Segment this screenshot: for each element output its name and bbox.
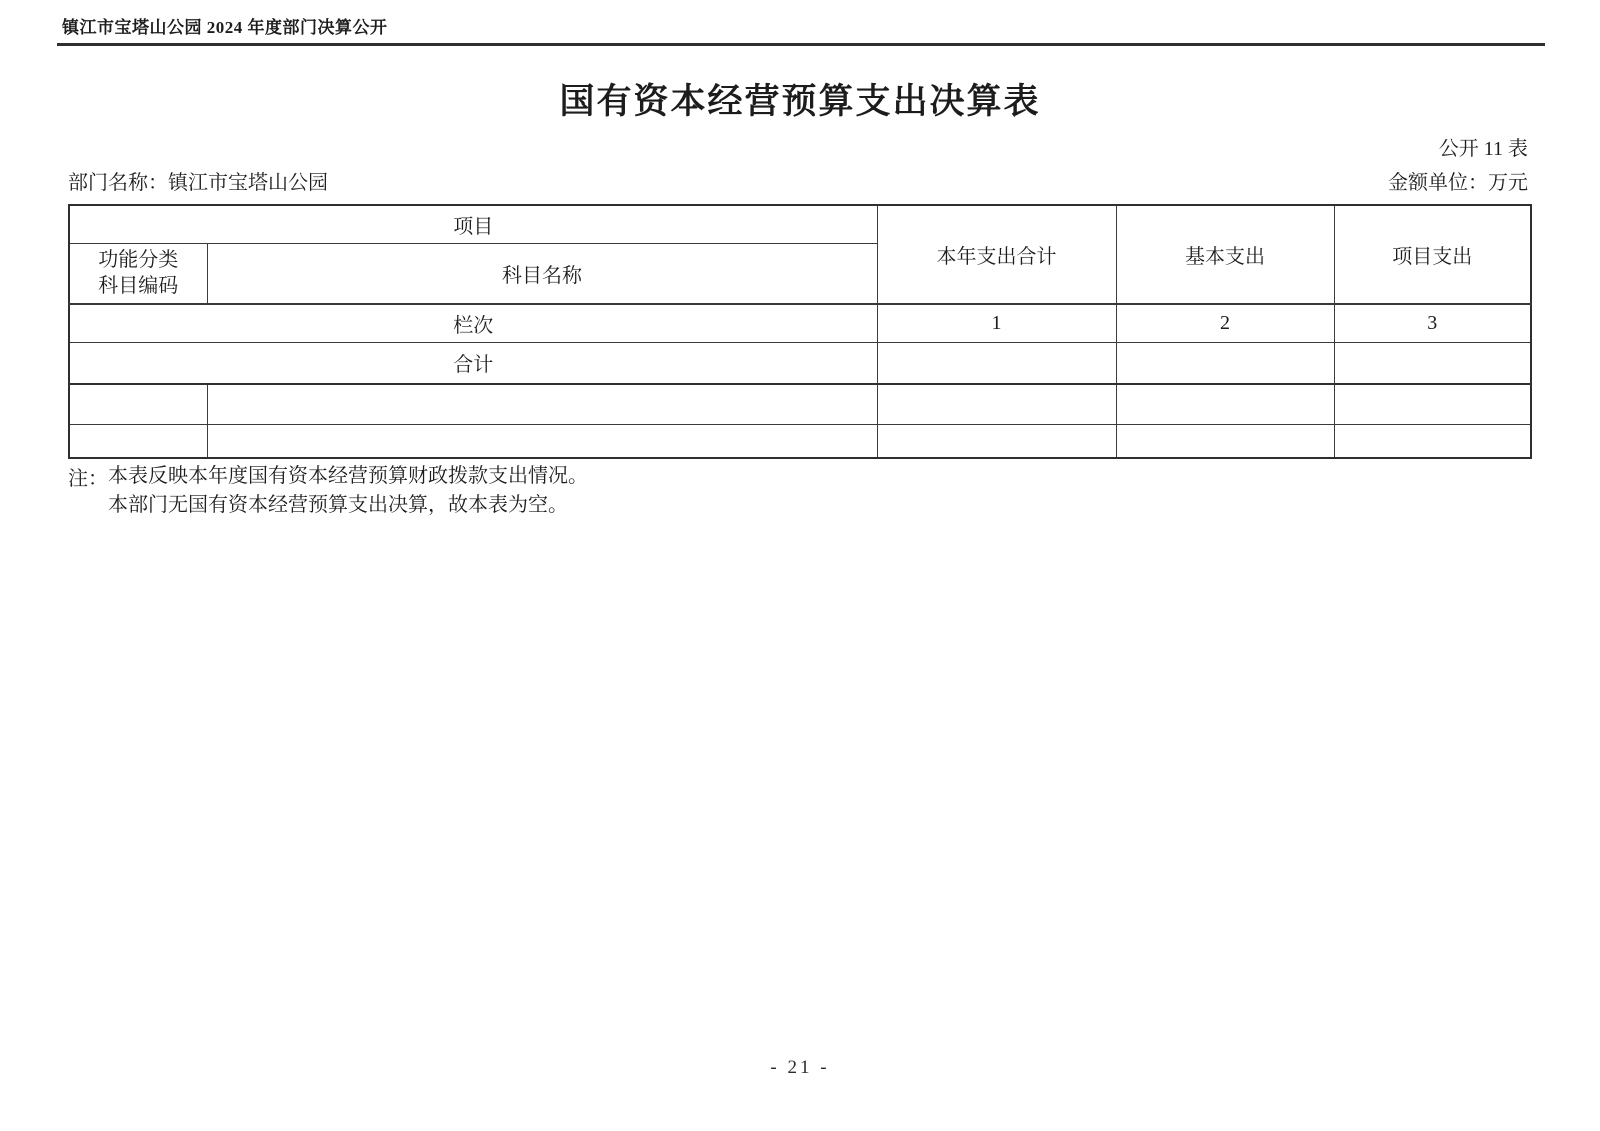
function-code-line1: 功能分类 [98,249,179,272]
lanci-value-cell: 3 [1334,304,1531,342]
note-line-1: 本表反映本年度国有资本经营预算财政拨款支出情况。 [108,465,588,487]
header-cell-total-expenditure: 本年支出合计 [877,205,1116,304]
function-code-line2: 科目编码 [98,275,179,298]
amount-unit-label: 金额单位：万元 [1388,172,1528,194]
total-value-cell [1334,342,1531,384]
note-prefix: 注： [68,468,108,490]
table-notes [68,462,588,520]
empty-cell [69,424,207,458]
table-row-column-index [69,304,1531,342]
empty-cell [877,424,1116,458]
empty-cell [877,384,1116,424]
header-cell-project: 项目 [69,205,877,243]
header-cell-basic-expenditure: 基本支出 [1116,205,1334,304]
total-value-cell [1116,342,1334,384]
header-cell-subject-name: 科目名称 [207,243,877,304]
lanci-label-cell: 栏次 [69,304,877,342]
table-row-empty [69,384,1531,424]
header-cell-function-code [69,243,207,304]
lanci-value-cell: 1 [877,304,1116,342]
budget-expenditure-table [68,204,1532,459]
department-name-label: 部门名称：镇江市宝塔山公园 [68,172,328,194]
empty-cell [1116,424,1334,458]
note-line-2: 本部门无国有资本经营预算支出决算，故本表为空。 [108,494,568,516]
empty-cell [1334,424,1531,458]
lanci-value-cell: 2 [1116,304,1334,342]
page-header-text: 镇江市宝塔山公园 2024 年度部门决算公开 [62,18,388,37]
page-title: 国有资本经营预算支出决算表 [559,82,1041,121]
table-row-total [69,342,1531,384]
empty-cell [207,384,877,424]
total-value-cell [877,342,1116,384]
empty-cell [207,424,877,458]
page-number: - 21 - [770,1057,830,1078]
page-header-rule [57,43,1545,46]
table-row-project-header [69,205,1531,243]
empty-cell [1334,384,1531,424]
empty-cell [69,384,207,424]
empty-cell [1116,384,1334,424]
table-row-empty [69,424,1531,458]
public-table-number-label: 公开 11 表 [1438,138,1528,160]
total-label-cell: 合计 [69,342,877,384]
header-cell-project-expenditure: 项目支出 [1334,205,1531,304]
